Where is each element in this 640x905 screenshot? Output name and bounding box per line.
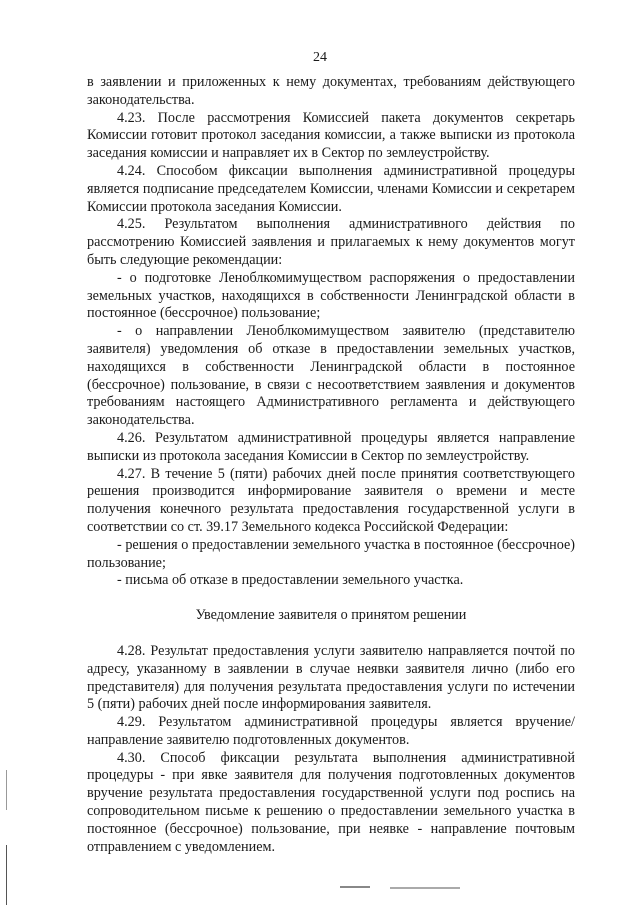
section-title: Уведомление заявителя о принятом решении — [195, 607, 467, 624]
scan-bottom-mark — [390, 887, 460, 889]
paragraph-4-30: 4.30. Способ фиксации результата выполнения административной процедуры - при явке заявителя для получения подготовленных документов вручение результата предоставления государственной услуги под роспись на сопроводительном письме к решению о предоставлении земельного участка в постоянное (бессрочное) пользование, при неявке - направление почтовым отправлением с уведомлением. — [87, 749, 575, 855]
scan-margin-mark — [6, 845, 7, 905]
paragraph-4-23: 4.23. После рассмотрения Комиссией пакета документов секретарь Комиссии готовит протокол заседания комиссии, а также выписки из протокола заседания комиссии и направляет их в Сектор по землеустройству. — [87, 109, 575, 162]
list-item-refusal-letter: - письма об отказе в предоставлении земельного участка. — [117, 572, 464, 589]
paragraph-4-25: 4.25. Результатом выполнения административного действия по рассмотрению Комиссией заявления и прилагаемых к нему документов могут быть следующие рекомендации: — [87, 216, 575, 268]
scan-bottom-mark — [340, 886, 370, 888]
page-number: 24 — [313, 50, 327, 65]
paragraph-continuation: в заявлении и приложенных к нему документах, требованиям действующего законодательства. — [87, 74, 575, 108]
paragraph-4-29: 4.29. Результатом административной процедуры является вручение/направление заявителю подготовленных документов. — [87, 714, 575, 748]
paragraph-4-24: 4.24. Способом фиксации выполнения административной процедуры является подписание председателем Комиссии, членами Комиссии и секретарем Комиссии протокола заседания Комиссии. — [87, 162, 575, 215]
list-item-decision: - решения о предоставлении земельного участка в постоянное (бессрочное) пользование; — [87, 536, 575, 571]
paragraph-4-28: 4.28. Результат предоставления услуги заявителю направляется почтой по адресу, указанному в заявлении в случае неявки заявителя лично (либо его представителя) для получения результата предоставления услуги по истечении 5 (пяти) рабочих дней после информирования заявителя. — [87, 642, 575, 713]
scan-margin-mark — [6, 770, 7, 810]
list-item-recommendation-2: - о направлении Леноблкомимуществом заявителю (представителю заявителя) уведомления об отказе в предоставлении земельных участков, находящихся в собственности Ленинградской области в постоянное (бессрочное) пользование, в связи с несоответствием заявления и документов требованиям настоящего Административного регламента и действующего законодательства. — [87, 323, 575, 429]
document-body — [87, 74, 575, 856]
list-item-recommendation-1: - о подготовке Леноблкомимуществом распоряжения о предоставлении земельных участков, находящихся в собственности Ленинградской области в постоянное (бессрочное) пользование; — [87, 269, 575, 322]
paragraph-4-26: 4.26. Результатом административной процедуры является направление выписки из протокола заседания Комиссии в Сектор по землеустройству. — [87, 429, 575, 464]
paragraph-4-27: 4.27. В течение 5 (пяти) рабочих дней после принятия соответствующего решения производится информирование заявителя о времени и месте получения конечного результата предоставления государственной услуги в соответствии со ст. 39.17 Земельного кодекса Российской Федерации: — [87, 465, 575, 535]
